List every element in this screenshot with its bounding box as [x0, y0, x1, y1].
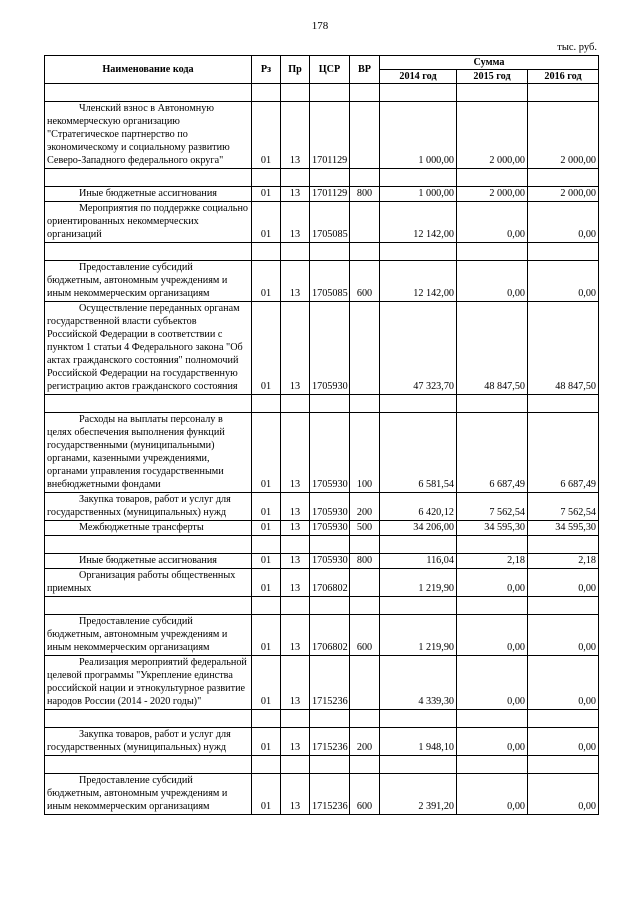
table-row — [45, 261, 599, 302]
spacer-row — [45, 84, 599, 102]
row-vr: 800 — [350, 187, 380, 202]
row-name: Предоставление субсидий бюджетным, автономным учреждениям и иным некоммерческим организациям — [45, 261, 252, 302]
row-pr: 13 — [281, 102, 310, 169]
row-2014: 4 339,30 — [380, 656, 457, 710]
row-2014: 1 219,90 — [380, 569, 457, 597]
table-row — [45, 615, 599, 656]
units-label: тыс. руб. — [557, 42, 597, 53]
row-pr: 13 — [281, 202, 310, 243]
row-pr: 13 — [281, 774, 310, 815]
row-pr: 13 — [281, 521, 310, 536]
table-row — [45, 554, 599, 569]
spacer-row — [45, 710, 599, 728]
row-vr: 600 — [350, 774, 380, 815]
row-pr: 13 — [281, 728, 310, 756]
row-rz: 01 — [252, 302, 281, 395]
row-pr: 13 — [281, 569, 310, 597]
row-pr: 13 — [281, 413, 310, 493]
row-2016: 0,00 — [528, 261, 599, 302]
table-row — [45, 413, 599, 493]
row-2015: 2 000,00 — [457, 102, 528, 169]
row-2016: 0,00 — [528, 656, 599, 710]
row-2015: 0,00 — [457, 261, 528, 302]
row-name: Закупка товаров, работ и услуг для государственных (муниципальных) нужд — [45, 493, 252, 521]
header-csr: ЦСР — [310, 56, 350, 84]
row-pr: 13 — [281, 493, 310, 521]
row-rz: 01 — [252, 202, 281, 243]
row-vr: 600 — [350, 615, 380, 656]
header-year-2016: 2016 год — [528, 70, 599, 84]
row-name: Членский взнос в Автономную некоммерческую организацию "Стратегическое партнерство по экономическому и социальному развитию Северо-Западного федерального округа" — [45, 102, 252, 169]
spacer-row — [45, 169, 599, 187]
row-2014: 116,04 — [380, 554, 457, 569]
row-2016: 0,00 — [528, 202, 599, 243]
row-2014: 12 142,00 — [380, 202, 457, 243]
row-vr: 100 — [350, 413, 380, 493]
row-2015: 34 595,30 — [457, 521, 528, 536]
spacer-row — [45, 536, 599, 554]
row-rz: 01 — [252, 521, 281, 536]
row-2015: 0,00 — [457, 656, 528, 710]
row-2014: 47 323,70 — [380, 302, 457, 395]
row-csr: 1715236 — [310, 656, 350, 710]
row-vr: 200 — [350, 493, 380, 521]
row-csr: 1705085 — [310, 202, 350, 243]
row-2016: 0,00 — [528, 615, 599, 656]
row-rz: 01 — [252, 102, 281, 169]
table-row — [45, 302, 599, 395]
row-rz: 01 — [252, 554, 281, 569]
row-name: Предоставление субсидий бюджетным, автономным учреждениям и иным некоммерческим организациям — [45, 615, 252, 656]
row-pr: 13 — [281, 554, 310, 569]
row-pr: 13 — [281, 615, 310, 656]
row-2015: 2,18 — [457, 554, 528, 569]
row-rz: 01 — [252, 413, 281, 493]
row-name: Предоставление субсидий бюджетным, автономным учреждениям и иным некоммерческим организациям — [45, 774, 252, 815]
header-vr: ВР — [350, 56, 380, 84]
row-vr: 200 — [350, 728, 380, 756]
row-2014: 6 420,12 — [380, 493, 457, 521]
row-csr: 1701129 — [310, 102, 350, 169]
row-vr: 500 — [350, 521, 380, 536]
row-name: Иные бюджетные ассигнования — [45, 554, 252, 569]
table-row — [45, 202, 599, 243]
row-2016: 34 595,30 — [528, 521, 599, 536]
header-year-2015: 2015 год — [457, 70, 528, 84]
page-number: 178 — [311, 20, 329, 32]
row-2016: 7 562,54 — [528, 493, 599, 521]
row-rz: 01 — [252, 261, 281, 302]
row-2015: 7 562,54 — [457, 493, 528, 521]
row-2015: 2 000,00 — [457, 187, 528, 202]
row-vr — [350, 569, 380, 597]
row-rz: 01 — [252, 615, 281, 656]
row-name: Расходы на выплаты персоналу в целях обеспечения выполнения функций государственными (муниципальными) органами, казенными учреждениями, органами управления государственными внебюджетными фондами — [45, 413, 252, 493]
row-2015: 0,00 — [457, 202, 528, 243]
table-row — [45, 187, 599, 202]
row-2016: 2 000,00 — [528, 187, 599, 202]
table-row — [45, 728, 599, 756]
row-csr: 1705930 — [310, 302, 350, 395]
header-sum: Сумма — [380, 56, 599, 70]
table-row — [45, 493, 599, 521]
row-2014: 12 142,00 — [380, 261, 457, 302]
budget-table — [44, 55, 599, 815]
row-2014: 6 581,54 — [380, 413, 457, 493]
row-vr: 600 — [350, 261, 380, 302]
row-rz: 01 — [252, 728, 281, 756]
row-csr: 1705930 — [310, 493, 350, 521]
row-csr: 1706802 — [310, 569, 350, 597]
row-name: Реализация мероприятий федеральной целевой программы "Укрепление единства российской нации и этнокультурное развитие народов России (2014 - 2020 годы)" — [45, 656, 252, 710]
row-rz: 01 — [252, 187, 281, 202]
row-rz: 01 — [252, 656, 281, 710]
row-2015: 0,00 — [457, 615, 528, 656]
table-row — [45, 774, 599, 815]
row-2015: 48 847,50 — [457, 302, 528, 395]
row-csr: 1705930 — [310, 413, 350, 493]
table-row — [45, 521, 599, 536]
spacer-row — [45, 597, 599, 615]
row-name: Мероприятия по поддержке социально ориентированных некоммерческих организаций — [45, 202, 252, 243]
row-pr: 13 — [281, 656, 310, 710]
row-2016: 0,00 — [528, 774, 599, 815]
row-2016: 0,00 — [528, 728, 599, 756]
row-2016: 48 847,50 — [528, 302, 599, 395]
row-2015: 0,00 — [457, 774, 528, 815]
row-rz: 01 — [252, 569, 281, 597]
spacer-row — [45, 395, 599, 413]
row-vr — [350, 102, 380, 169]
row-2014: 1 000,00 — [380, 102, 457, 169]
header-pr: Пр — [281, 56, 310, 84]
row-rz: 01 — [252, 774, 281, 815]
row-csr: 1715236 — [310, 774, 350, 815]
row-csr: 1706802 — [310, 615, 350, 656]
row-csr: 1705930 — [310, 521, 350, 536]
row-name: Осуществление переданных органам государственной власти субъектов Российской Федерации в соответствии с пунктом 1 статьи 4 Федерального закона "Об актах гражданского состояния" полномочий Российской Федерации на государственную регистрацию актов гражданского состояния — [45, 302, 252, 395]
row-2016: 0,00 — [528, 569, 599, 597]
row-vr: 800 — [350, 554, 380, 569]
row-2014: 1 948,10 — [380, 728, 457, 756]
row-2015: 0,00 — [457, 569, 528, 597]
row-name: Межбюджетные трансферты — [45, 521, 252, 536]
row-2014: 1 219,90 — [380, 615, 457, 656]
row-rz: 01 — [252, 493, 281, 521]
row-2015: 6 687,49 — [457, 413, 528, 493]
header-name: Наименование кода — [45, 56, 252, 84]
spacer-row — [45, 243, 599, 261]
row-csr: 1705085 — [310, 261, 350, 302]
row-2016: 6 687,49 — [528, 413, 599, 493]
table-row — [45, 656, 599, 710]
row-pr: 13 — [281, 302, 310, 395]
row-vr — [350, 302, 380, 395]
row-2014: 34 206,00 — [380, 521, 457, 536]
table-row — [45, 102, 599, 169]
row-2014: 1 000,00 — [380, 187, 457, 202]
row-2014: 2 391,20 — [380, 774, 457, 815]
row-2016: 2 000,00 — [528, 102, 599, 169]
row-csr: 1705930 — [310, 554, 350, 569]
row-pr: 13 — [281, 261, 310, 302]
row-csr: 1701129 — [310, 187, 350, 202]
row-2015: 0,00 — [457, 728, 528, 756]
row-vr — [350, 656, 380, 710]
row-csr: 1715236 — [310, 728, 350, 756]
row-name: Закупка товаров, работ и услуг для государственных (муниципальных) нужд — [45, 728, 252, 756]
header-rz: Рз — [252, 56, 281, 84]
table-row — [45, 569, 599, 597]
header-year-2014: 2014 год — [380, 70, 457, 84]
spacer-row — [45, 756, 599, 774]
row-2016: 2,18 — [528, 554, 599, 569]
row-vr — [350, 202, 380, 243]
row-name: Организация работы общественных приемных — [45, 569, 252, 597]
row-pr: 13 — [281, 187, 310, 202]
row-name: Иные бюджетные ассигнования — [45, 187, 252, 202]
